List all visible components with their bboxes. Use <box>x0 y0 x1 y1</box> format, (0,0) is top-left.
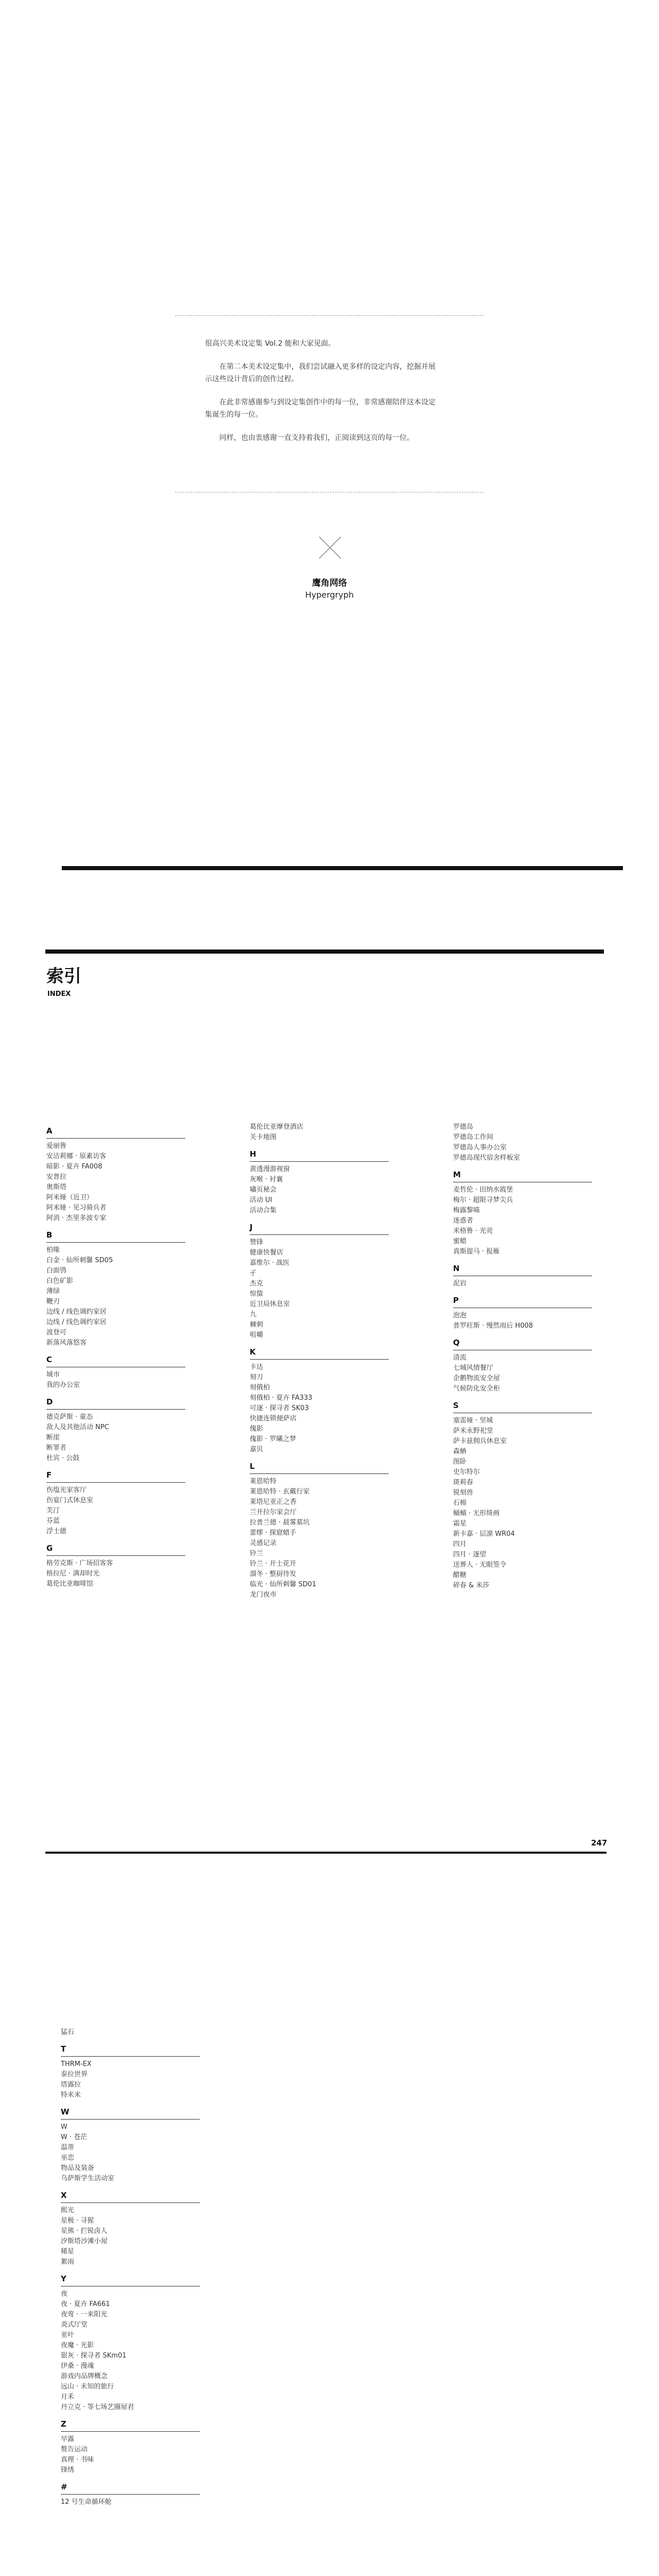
index-entry: 伊桑 · 漫魂 <box>61 2362 94 2370</box>
index-entry: 阿米娅 · 见习骑兵者 <box>46 1204 107 1212</box>
index-section-divider <box>46 1409 185 1410</box>
index-subtitle: INDEX <box>47 990 71 998</box>
intro-text <box>205 337 493 444</box>
index-entry: 夜 · 夏卉 FA661 <box>61 2300 110 2308</box>
index-section-divider <box>46 1482 185 1483</box>
index-entry: 鞭刃 <box>46 1298 60 1306</box>
index-entry: 普罗旺斯 · 慢然雨后 H008 <box>453 1322 533 1330</box>
index-entry: W · 苍茫 <box>61 2133 88 2141</box>
index-entry: 奥斯塔 <box>46 1183 67 1191</box>
index-entry: 气候防化安全柜 <box>453 1385 500 1393</box>
index-entry: 刻俄柏 · 夏卉 FA333 <box>250 1394 313 1402</box>
index-entry: 嘯页秘会 <box>250 1186 277 1194</box>
index-entry: 德克萨斯 · 童态 <box>46 1413 93 1421</box>
index-section-letter: S <box>453 1401 459 1410</box>
index-title: 索引 <box>46 966 81 987</box>
index-section-letter: T <box>61 2044 66 2054</box>
index-entry: 真斯提马 · 报雁 <box>453 1248 500 1256</box>
index-entry: 溜冬 · 整厨待发 <box>250 1570 297 1578</box>
index-entry: 送葬人 · 无眼签令 <box>453 1561 507 1569</box>
index-entry: 芙汀 <box>46 1507 60 1515</box>
index-section-letter: H <box>250 1149 256 1159</box>
index-entry: 泡泡 <box>453 1312 467 1319</box>
index-entry: 银灰 · 探寻者 SKm01 <box>61 2352 127 2360</box>
index-entry: 可逐 · 探寻者 SK03 <box>250 1404 309 1412</box>
index-entry: 白色矿影 <box>46 1277 74 1285</box>
index-entry: 塔露拉 <box>61 2081 81 2089</box>
index-section-letter: M <box>453 1170 461 1179</box>
index-entry: 稀星 <box>61 2248 75 2256</box>
index-entry: 新卡嘉 · 层凛 WR04 <box>453 1530 515 1538</box>
index-entry: 格劳克斯 · 广场招客客 <box>46 1560 113 1567</box>
index-entry: 罗德岛工作间 <box>453 1133 494 1141</box>
index-entry: 森蚺 <box>453 1448 467 1455</box>
index-entry: 安洁莉娜 · 原素访客 <box>46 1153 107 1160</box>
index-entry: 惊蛰 <box>250 1290 264 1298</box>
index-entry: 12 号生命循环舱 <box>61 2498 112 2506</box>
index-entry: 星熊 · 拦锐卤人 <box>61 2227 108 2235</box>
index-entry: 傀影 · 罗曦之梦 <box>250 1435 297 1443</box>
index-entry: 灵感记录 <box>250 1539 277 1547</box>
index-entry: 塞雷娅 · 坚城 <box>453 1417 493 1425</box>
index-entry: 伤宴门式休息室 <box>46 1497 94 1504</box>
index-entry: 临光 · 仙所刺馨 SD01 <box>250 1581 317 1588</box>
index-entry: 黄透漫游视窗 <box>250 1165 290 1173</box>
index-entry: 迷惑者 <box>453 1217 474 1225</box>
publisher-name-cn: 鹰角网络 <box>312 578 347 588</box>
index-entry: 我的办公室 <box>46 1381 80 1389</box>
index-entry: 七城风情餐厅 <box>453 1364 494 1372</box>
index-section-letter: A <box>46 1126 53 1136</box>
index-entry: 浮士德 <box>46 1528 67 1535</box>
intro-paragraph-3-line-1: 在此非常感谢参与到设定集创作中的每一位，非常感谢陪伴这本设定 <box>219 398 436 406</box>
index-entry: 柏喙 <box>46 1246 60 1254</box>
index-column-4 <box>61 2027 215 2507</box>
index-entry: 葛伦比亚摩登酒店 <box>250 1123 304 1131</box>
index-column-3 <box>453 1122 608 1591</box>
index-section-divider <box>250 1359 389 1360</box>
intro-paragraph-1: 很高兴美术设定集 Vol.2 能和大家见面。 <box>205 340 336 348</box>
index-entry: 莱恩哈特 <box>250 1478 277 1485</box>
index-section-letter: Z <box>61 2419 66 2429</box>
index-section-divider <box>46 1242 185 1243</box>
index-entry: 罗德岛现代宿舍样板室 <box>453 1154 521 1162</box>
index-entry: 熙光 <box>61 2207 75 2214</box>
index-entry: 杰克 <box>250 1280 264 1287</box>
index-entry: 关卡地图 <box>250 1133 277 1141</box>
index-entry: 莱恩哈特 · 玄戴行家 <box>250 1488 310 1496</box>
index-entry: 刻刀 <box>250 1374 264 1381</box>
index-entry: 米格鲁 · 光亮 <box>453 1227 493 1235</box>
page-number-rule <box>45 1852 606 1854</box>
index-entry: 夜 <box>61 2290 68 2298</box>
index-entry: 远山 · 未知的旅行 <box>61 2383 114 2391</box>
index-entry: 蛹蛹 · 无形绮画 <box>453 1510 500 1517</box>
index-entry: 波登可 <box>46 1329 67 1336</box>
index-section-letter: J <box>250 1223 253 1232</box>
index-section-letter: W <box>61 2107 70 2116</box>
index-entry: 四月 <box>453 1540 467 1548</box>
index-entry: 絮雨 <box>61 2258 75 2266</box>
index-entry: 石棉 <box>453 1499 467 1507</box>
index-entry: THRM-EX <box>61 2060 92 2068</box>
index-entry: 四月 · 逐望 <box>453 1551 487 1558</box>
index-entry: 萨米永野祀堂 <box>453 1427 494 1435</box>
index-entry: 特米米 <box>61 2091 81 2099</box>
index-entry: 安普拉 <box>46 1173 67 1181</box>
index-entry: 棘刺 <box>250 1321 264 1329</box>
index-entry: 斑莉春 <box>453 1479 474 1486</box>
index-entry: 温蒂 <box>61 2144 75 2151</box>
index-entry: 龙门夜市 <box>250 1591 277 1599</box>
index-entry: 阿消 · 杰里多波专家 <box>46 1214 107 1222</box>
index-entry: 白面鸮 <box>46 1267 67 1275</box>
index-entry: 亚叶 <box>61 2331 75 2339</box>
index-entry: 碎春 & 米莎 <box>453 1582 490 1589</box>
index-entry: 葛伦比亚咖啡馆 <box>46 1580 94 1588</box>
index-section-letter: # <box>61 2482 67 2492</box>
index-entry: 断罪者 <box>46 1444 67 1452</box>
index-entry: 嘉贝 <box>250 1446 264 1453</box>
index-entry: 白金 · 仙所刺馨 SD05 <box>46 1257 113 1264</box>
intro-paragraph-2-line-2: 示这些设计背后的创作过程。 <box>205 375 299 383</box>
index-section-divider <box>250 1161 389 1162</box>
index-entry: 暗影 · 夏卉 FA008 <box>46 1163 102 1171</box>
index-entry: 拉普兰德 · 晨雾墓坑 <box>250 1519 310 1527</box>
index-entry: 孑 <box>250 1269 257 1277</box>
index-entry: W <box>61 2123 67 2131</box>
index-section-letter: B <box>46 1230 53 1240</box>
index-section-divider <box>61 2056 200 2057</box>
index-section-divider <box>250 1234 389 1235</box>
index-entry: 月禾 <box>61 2393 75 2401</box>
index-entry: 锋绣 <box>61 2466 75 2474</box>
index-entry: 边线 / 线色调约家居 <box>46 1308 107 1316</box>
index-entry: 新落风落悠客 <box>46 1339 87 1347</box>
hypergryph-logo-icon <box>318 536 342 560</box>
intro-paragraph-4: 同样，也由衷感谢一直支持着我们，正阅读到这页的每一位。 <box>219 434 414 442</box>
index-entry: 夜魔 · 光影 <box>61 2342 94 2349</box>
index-entry: 猛石 <box>61 2028 75 2036</box>
index-entry: 企鹅物流安全屋 <box>453 1375 500 1382</box>
index-entry: 格拉尼 · 满却时光 <box>46 1570 100 1578</box>
index-top-rule <box>45 950 604 954</box>
index-entry: 图卧 <box>453 1458 467 1466</box>
index-section-divider <box>61 2431 200 2432</box>
index-section-letter: X <box>61 2191 67 2200</box>
index-entry: 史尔特尔 <box>453 1468 480 1476</box>
index-entry: 敌人及其他活动 NPC <box>46 1423 109 1431</box>
index-section-letter: C <box>46 1355 53 1364</box>
intro-paragraph-2-line-1: 在第二本美术设定集中，我们尝试融入更多样的设定内容，挖掘并展 <box>219 363 436 371</box>
intro-bottom-divider <box>175 492 484 493</box>
index-entry: 兰开拉尔家会厅 <box>250 1509 297 1516</box>
publisher-name-en: Hypergryph <box>305 590 354 600</box>
index-section-letter: Y <box>61 2274 66 2283</box>
index-section-letter: N <box>453 1264 460 1273</box>
index-entry: 杜宾 · 公鼓 <box>46 1454 80 1462</box>
index-column-2 <box>250 1122 404 1600</box>
index-entry: 巫恋 <box>61 2154 75 2162</box>
index-entry: 泰拉世界 <box>61 2071 88 2078</box>
index-entry: 傀影 <box>250 1425 264 1433</box>
index-entry: 九 <box>250 1311 257 1318</box>
index-entry: 游戏内品牌概念 <box>61 2372 108 2380</box>
index-entry: 罗德岛人事办公室 <box>453 1144 507 1151</box>
index-entry: 早露 <box>61 2435 75 2443</box>
index-entry: 夜莺 · 一来阳光 <box>61 2311 108 2318</box>
index-entry: 梅尔 · 超限寻梦尖兵 <box>453 1196 513 1204</box>
index-section-letter: D <box>46 1397 53 1406</box>
index-entry: 赞锋 <box>250 1239 264 1246</box>
index-entry: 汐斯塔沙滩小屋 <box>61 2238 108 2245</box>
index-entry: 城市 <box>46 1371 60 1379</box>
index-entry: 泥岩 <box>453 1280 467 1287</box>
intro-top-divider <box>175 315 484 316</box>
index-entry: 炎式厅堂 <box>61 2321 88 2329</box>
index-section-letter: L <box>250 1462 255 1471</box>
index-entry: 铃兰 · 开士花开 <box>250 1560 297 1568</box>
page-bottom-rule <box>62 866 623 870</box>
index-entry: 边线 / 线色调约家居 <box>46 1318 107 1326</box>
page-number: 247 <box>591 1838 608 1848</box>
index-entry: 醋糖 <box>453 1571 467 1579</box>
index-section-letter: G <box>46 1544 53 1553</box>
index-entry: 阿米娅（近卫） <box>46 1194 94 1201</box>
index-entry: 咀嚼 <box>250 1331 264 1339</box>
index-entry: 梅露黎喵 <box>453 1207 480 1214</box>
index-section-divider <box>46 1138 185 1139</box>
index-entry: 丹立克 · 等七场艺圈屋君 <box>61 2403 134 2411</box>
index-entry: 霜星 <box>453 1520 467 1528</box>
index-column-1 <box>46 1126 201 1589</box>
index-entry: 薄绿 <box>46 1287 60 1295</box>
index-section-letter: Q <box>453 1338 460 1347</box>
index-entry: 萨卡兹佣兵休息室 <box>453 1437 507 1445</box>
index-entry: 卡达 <box>250 1363 264 1371</box>
index-section-letter: F <box>46 1470 52 1480</box>
index-entry: 伤塩光家客厅 <box>46 1486 87 1494</box>
index-entry: 刻俄柏 <box>250 1384 270 1392</box>
index-entry: 灰喉 · 衬襄 <box>250 1176 283 1183</box>
index-section-divider <box>250 1473 389 1474</box>
index-section-divider <box>46 1555 185 1556</box>
intro-paragraph-3-line-2: 集诞生的每一位。 <box>205 411 263 419</box>
index-entry: 清流 <box>453 1354 467 1362</box>
index-entry: 罗德岛 <box>453 1123 474 1131</box>
index-entry: 麦哲伦 · 田纳水霞堡 <box>453 1186 513 1194</box>
index-entry: 锐刻兽 <box>453 1489 474 1497</box>
index-entry: 星极 · 寻猩 <box>61 2217 94 2225</box>
index-entry: 近卫局休息室 <box>250 1300 290 1308</box>
index-entry: 嘉维尔 · 战医 <box>250 1259 290 1267</box>
index-section-letter: K <box>250 1347 256 1357</box>
index-entry: 莱塔尼亚正之香 <box>250 1498 297 1506</box>
index-entry: 蜜蜡 <box>453 1238 467 1245</box>
index-section-divider <box>61 2119 200 2120</box>
index-entry: 真理 · 书味 <box>61 2456 94 2464</box>
index-entry: 活动合集 <box>250 1207 277 1214</box>
index-entry: 爱丽鲁 <box>46 1142 67 1150</box>
index-section-divider <box>61 2202 200 2203</box>
index-entry: 活动 UI <box>250 1196 272 1204</box>
index-entry: 蕾缪 · 探窟蜡手 <box>250 1529 297 1537</box>
index-entry: 芬蓝 <box>46 1517 60 1525</box>
index-entry: 健康快餐店 <box>250 1249 284 1257</box>
index-entry: 乌萨斯学生活动室 <box>61 2175 115 2182</box>
index-entry: 赘告运动 <box>61 2446 88 2453</box>
index-section-divider <box>61 2494 200 2495</box>
index-entry: 铃兰 <box>250 1550 264 1557</box>
index-entry: 快捷连锁便萨店 <box>250 1415 297 1422</box>
index-section-letter: P <box>453 1296 459 1305</box>
index-entry: 断崖 <box>46 1434 60 1442</box>
index-entry: 物品及装备 <box>61 2164 95 2172</box>
